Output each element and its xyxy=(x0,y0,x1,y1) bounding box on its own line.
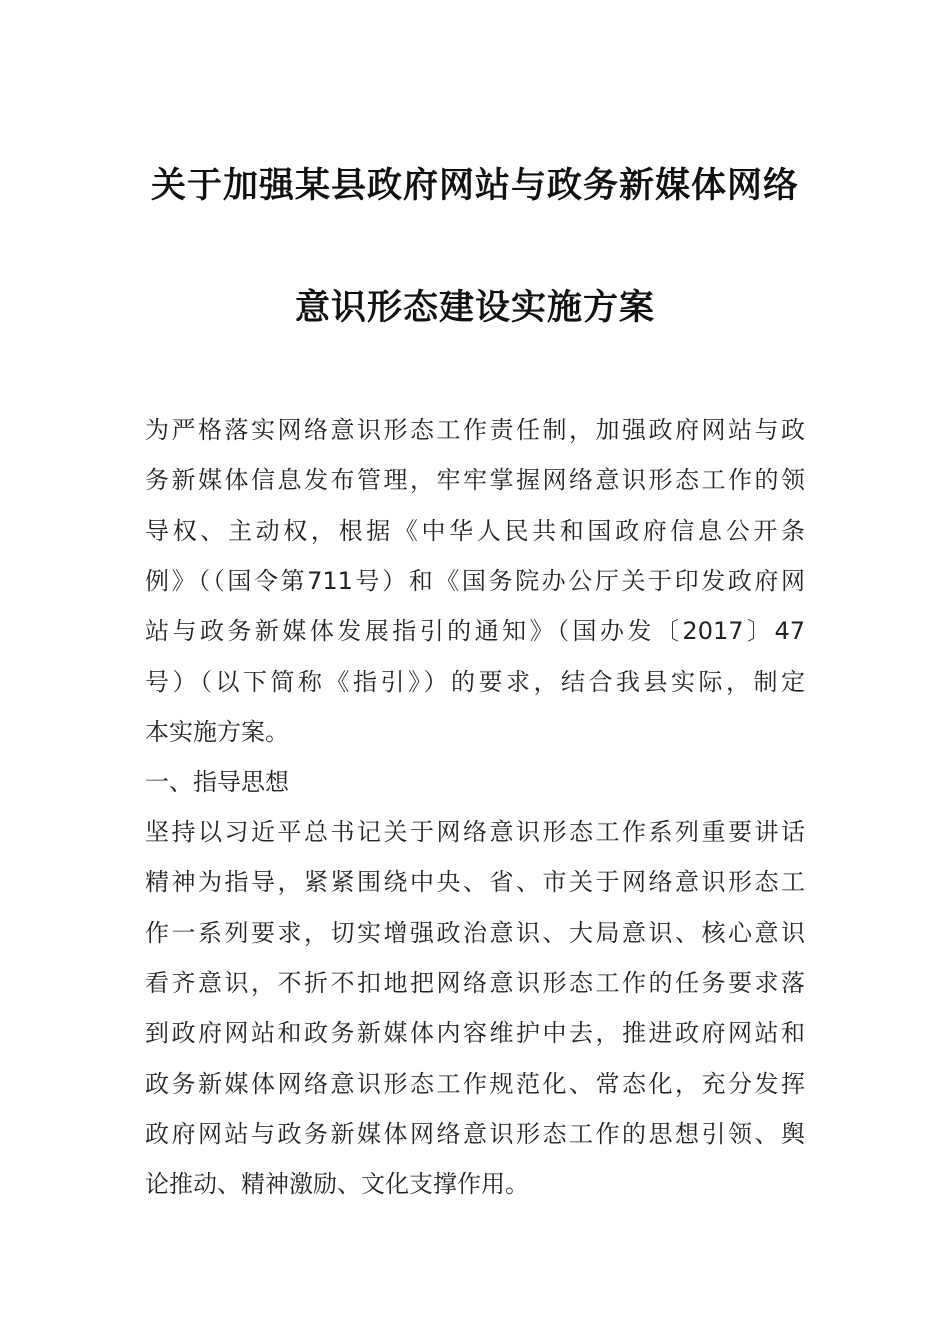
section-line: 论推动、精神激励、文化支撑作用。 xyxy=(145,1170,529,1198)
section-line: 精神为指导，紧紧围绕中央、省、市关于网络意识形态工 xyxy=(145,868,805,896)
intro-line: 本实施方案。 xyxy=(145,718,289,746)
intro-line: 务新媒体信息发布管理，牢牢掌握网络意识形态工作的领 xyxy=(145,466,805,494)
intro-line: 为严格落实网络意识形态工作责任制，加强政府网站与政 xyxy=(145,416,805,444)
intro-line: 例》（（国令第711号）和《国务院办公厅关于印发政府网 xyxy=(145,567,805,595)
intro-line: 站与政务新媒体发展指引的通知》（国办发〔2017〕47 xyxy=(145,617,805,645)
document-title-line-1: 关于加强某县政府网站与政务新媒体网络 xyxy=(150,165,799,206)
intro-line: 号）（以下简称《指引》）的要求，结合我县实际，制定 xyxy=(145,668,805,696)
section-line: 到政府网站和政务新媒体内容维护中去，推进政府网站和 xyxy=(145,1019,805,1047)
section-line: 政府网站与政务新媒体网络意识形态工作的思想引领、舆 xyxy=(145,1120,805,1148)
section-line: 政务新媒体网络意识形态工作规范化、常态化，充分发挥 xyxy=(145,1070,805,1098)
section-line: 作一系列要求，切实增强政治意识、大局意识、核心意识 xyxy=(145,919,805,947)
document-title-line-2: 意识形态建设实施方案 xyxy=(294,287,655,328)
intro-line: 导权、主动权，根据《中华人民共和国政府信息公开条 xyxy=(145,517,805,545)
section-line: 看齐意识，不折不扣地把网络意识形态工作的任务要求落 xyxy=(145,969,805,997)
section-heading: 一、指导思想 xyxy=(145,768,289,796)
section-line: 坚持以习近平总书记关于网络意识形态工作系列重要讲话 xyxy=(145,818,805,846)
